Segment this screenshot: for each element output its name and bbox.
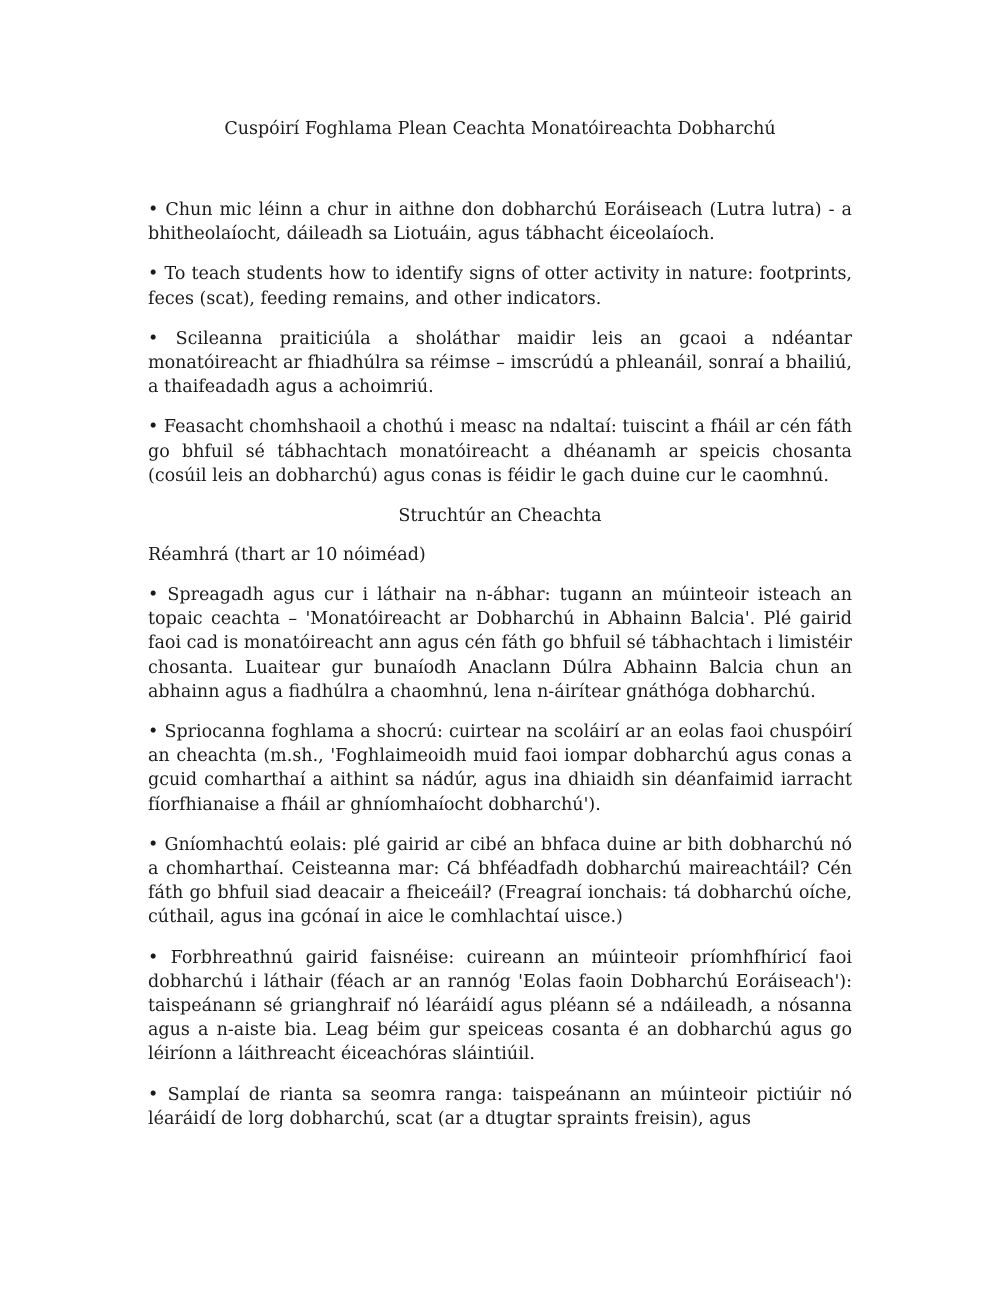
- intro-paragraph: • Samplaí de rianta sa seomra ranga: taispeánann an múinteoir pictiúir nó léaráidí de lorg dobharchú, scat (ar a dtugtar spraints freisin), agus: [148, 1084, 852, 1129]
- objective-paragraph: • Chun mic léinn a chur in aithne don dobharchú Eoráiseach (Lutra lutra) - a bhitheolaíocht, dáileadh sa Liotuáin, agus tábhacht éiceolaíoch.: [148, 200, 852, 245]
- intro-paragraph: • Forbhreathnú gairid faisnéise: cuireann an múinteoir príomhfhíricí faoi dobharchú i láthair (féach ar an rannóg 'Eolas faoin Dobharchú Eoráiseach'): taispeánann sé grianghraif nó léaráidí agus pléann sé a ndáileadh, a nósanna agus a n-aiste bia. Leag béim gur speiceas cosanta é an dobharchú agus go léiríonn a láithreacht éiceachóras sláintiúil.: [148, 947, 852, 1065]
- sub-heading: Réamhrá (thart ar 10 nóiméad): [148, 545, 426, 566]
- objective-paragraph: • To teach students how to identify signs of otter activity in nature: footprints, feces (scat), feeding remains, and other indicators.: [148, 264, 852, 309]
- intro-paragraph: • Spriocanna foghlama a shocrú: cuirtear na scoláirí ar an eolas faoi chuspóirí an cheachta (m.sh., 'Foghlaimeoidh muid faoi iompar dobharchú agus conas a gcuid comharthaí a aithint sa nádúr, agus ina dhiaidh sin déanfaimid iarracht fíorfhianaise a fháil ar ghníomhaíocht dobharchú').: [148, 722, 852, 815]
- intro-paragraph: • Spreagadh agus cur i láthair na n-ábhar: tugann an múinteoir isteach an topaic ceachta – 'Monatóireacht ar Dobharchú in Abhainn Balcia'. Plé gairid faoi cad is monatóireacht ann agus cén fáth go bhfuil sé tábhachtach i limistéir chosanta. Luaitear gur bunaíodh Anaclann Dúlra Abhainn Balcia chun an abhainn agus a fiadhúlra a chaomhnú, lena n-áirítear gnáthóga dobharchú.: [148, 585, 852, 702]
- objective-paragraph: • Scileanna praiticiúla a sholáthar maidir leis an gcaoi a ndéantar monatóireacht ar fhiadhúlra sa réimse – imscrúdú a phleanáil, sonraí a bhailiú, a thaifeadadh agus a achoimriú.: [148, 328, 852, 398]
- document-body: [148, 198, 852, 1147]
- section-heading: Struchtúr an Cheachta: [398, 506, 602, 527]
- objective-paragraph: • Feasacht chomhshaoil a chothú i measc na ndaltaí: tuiscint a fháil ar cén fáth go bhfuil sé tábhachtach monatóireacht a dhéanamh ar speicis chosanta (cosúil leis an dobharchú) agus conas is féidir le gach duine cur le caomhnú.: [148, 417, 852, 486]
- page-title: Cuspóirí Foghlama Plean Ceachta Monatóireachta Dobharchú: [224, 119, 776, 139]
- intro-paragraph: • Gníomhachtú eolais: plé gairid ar cibé an bhfaca duine ar bith dobharchú nó a chomharthaí. Ceisteanna mar: Cá bhféadfadh dobharchú maireachtáil? Cén fáth go bhfuil siad deacair a fheiceáil? (Freagraí ionchais: tá dobharchú oíche, cúthail, agus ina gcónaí in aice le comhlachtaí uisce.): [148, 834, 852, 928]
